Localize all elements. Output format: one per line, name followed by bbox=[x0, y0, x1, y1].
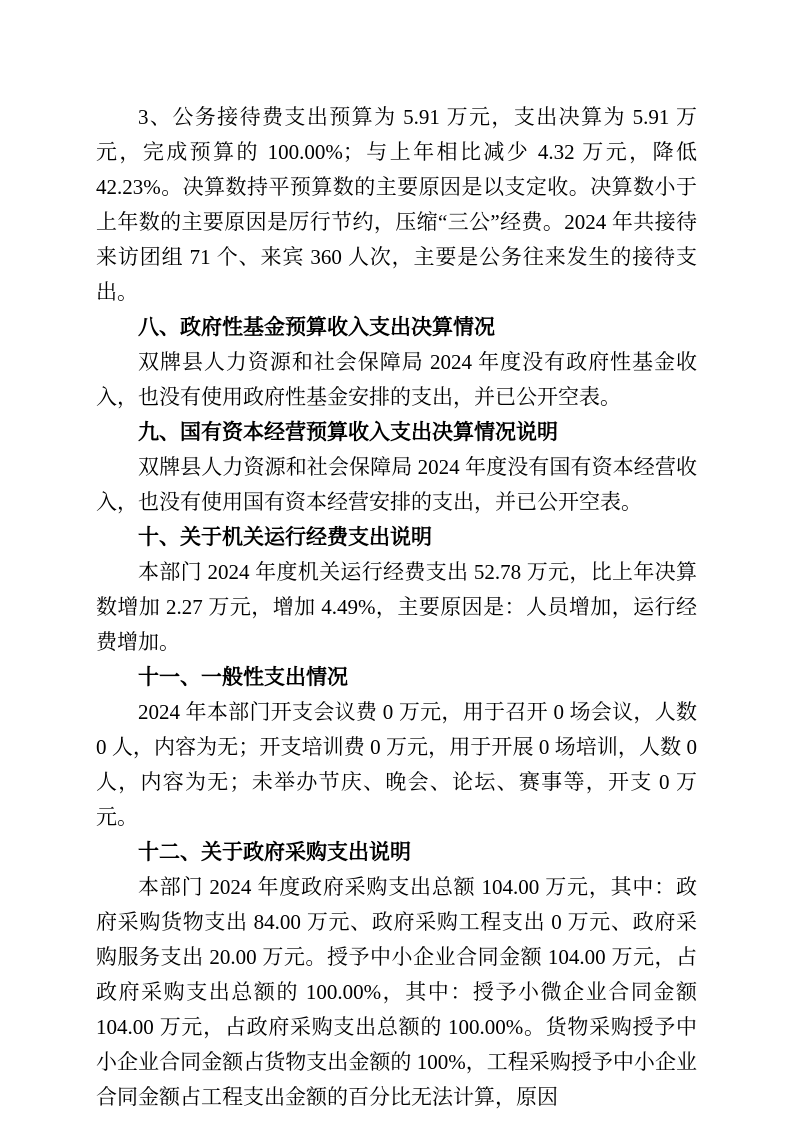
section-heading-9-state-capital: 九、国有资本经营预算收入支出决算情况说明 bbox=[138, 421, 558, 444]
paragraph-general-spending: 2024 年本部门开支会议费 0 万元，用于召开 0 场会议，人数 0 人，内容为无；开支培训费 0 万元，用于开展 0 场培训，人数 0 人，内容为无；未举办节庆、晚会、论坛、赛事等，开支 0 万元。 bbox=[96, 700, 697, 829]
paragraph-reception-expense: 3、公务接待费支出预算为 5.91 万元，支出决算为 5.91 万元，完成预算的 100.00%；与上年相比减少 4.32 万元，降低 42.23%。决算数持平预算数的主要原因是以支定收。决算数小于上年数的主要原因是厉行节约，压缩“三公”经费。2024 年共接待来访团组 71 个、来宾 360 人次，主要是公务往来发生的接待支出。 bbox=[96, 105, 697, 304]
paragraph-operating-costs: 本部门 2024 年度机关运行经费支出 52.78 万元，比上年决算数增加 2.27 万元，增加 4.49%，主要原因是：人员增加，运行经费增加。 bbox=[96, 560, 697, 654]
paragraph-procurement: 本部门 2024 年度政府采购支出总额 104.00 万元，其中：政府采购货物支出 84.00 万元、政府采购工程支出 0 万元、政府采购服务支出 20.00 万元。授予中小企业合同金额 104.00 万元，占政府采购支出总额的 100.00%，其中：授予小微企业合同金额 104.00 万元，占政府采购支出总额的 100.00%。货物采购授予中小企业合同金额占货物支出金额的 100%，工程采购授予中小企业合同金额占工程支出金额的百分比无法计算，原因 bbox=[96, 875, 697, 1109]
section-heading-8-government-funds: 八、政府性基金预算收入支出决算情况 bbox=[138, 316, 495, 339]
section-heading-12-procurement: 十二、关于政府采购支出说明 bbox=[138, 841, 411, 864]
paragraph-state-capital: 双牌县人力资源和社会保障局 2024 年度没有国有资本经营收入，也没有使用国有资本经营安排的支出，并已公开空表。 bbox=[96, 455, 697, 514]
paragraph-government-funds: 双牌县人力资源和社会保障局 2024 年度没有政府性基金收入，也没有使用政府性基金安排的支出，并已公开空表。 bbox=[96, 350, 697, 409]
section-heading-11-general-spending: 十一、一般性支出情况 bbox=[138, 666, 348, 689]
section-heading-10-operating-costs: 十、关于机关运行经费支出说明 bbox=[138, 526, 432, 549]
